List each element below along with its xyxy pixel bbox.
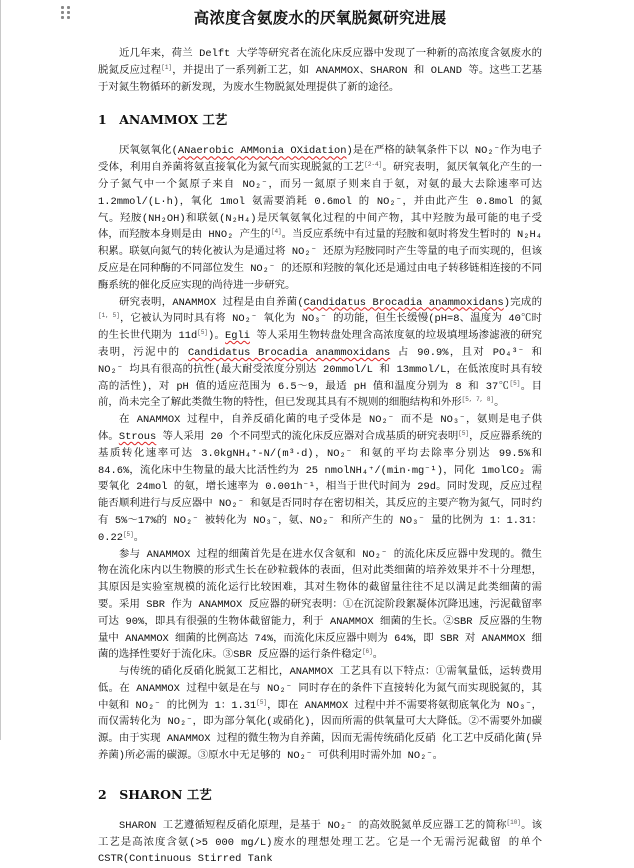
body-paragraph xyxy=(98,547,542,665)
section-heading-anammox: 1 ANAMMOX 工艺 xyxy=(98,112,228,128)
text-run: 。该工艺是高浓度含氨(>5 000 mg/L)废水的理想处理工艺。它是一个无需污泥截留 的单个 CSTR(Continuous Stirred Tank xyxy=(98,819,543,866)
text-run: )完成的 xyxy=(503,296,542,309)
body-paragraph xyxy=(98,818,542,868)
body-paragraph xyxy=(98,295,542,413)
citation: [5] xyxy=(458,429,470,437)
text-run: 在 ANAMMOX 过程中，自养反硝化菌的电子受体是 NO₂⁻ 而不是 NO₃⁻，氨则是电子供体。 xyxy=(98,414,542,443)
citation: [6] xyxy=(361,648,373,656)
text-run: ，反应器系统的基质转化速率可达 3.0kgNH₄⁺-N/(m³·d)，NO₂⁻ 和氨的平均去除率分别达 99.5%和 84.6%，流化床中生物量的最大比活性约为 25 nmolNH₄⁺/(min·mg⁻¹)，同化 1molCO₂ 需要氧化 24mol 的氨，增长速率为 0.001h⁻¹，相当于世代时间为 29d。同时发现，反应过程能否顺利进行与反应器中 NO₂⁻ 和氨是否同时存在密切相关，其反应的主要产物为氮气，同时约有 5%～17%的 NO₂⁻ 被转化为 NO₃⁻，氨、NO₂⁻ 和所产生的 NO₃⁻ 量的比例为 1：1.31：0.22 xyxy=(98,430,543,544)
text-run: 。 xyxy=(372,649,384,662)
citation: [5] xyxy=(509,379,521,387)
text-run: 。研究表明，氮厌氧氧化产生的一分子氮气中一个氮原子来自 NO₂⁻，而另一氮原子则来自于氨，对氨的最大去除速率可达 1.2mmol/(L·h)，氧化 1mol 氨需要消耗 0.6mol 的 NO₂⁻，并由此产生 0.8mol 的氮气。羟胺(NH₂OH)和联氨(N₂H₄)是厌氧氨氧化过程的中间产物，其中羟胺为最可能的电子受体，而羟胺本身则是由 HNO₂ 产生的 xyxy=(98,162,543,242)
text-run: 研究表明，ANAMMOX 过程是由自养菌( xyxy=(119,296,304,309)
spellcheck-flagged-text: Strous xyxy=(118,430,157,443)
body-paragraph xyxy=(98,412,542,546)
spellcheck-flagged-text: Egli xyxy=(225,330,250,343)
text-run: 。目前，尚未完全了解此类微生物的特性，但已发现其具有不规则的细胞结构和外形 xyxy=(98,380,543,410)
citation: [4] xyxy=(270,228,282,236)
text-run: 厌氧氨氧化( xyxy=(119,145,178,158)
spellcheck-flagged-text: Candidatus Brocadia anammoxidans xyxy=(303,296,504,309)
citation: [5] xyxy=(256,698,268,706)
text-run: 等人采用 20 个不同型式的流化床反应器对合成基质的研究表明 xyxy=(156,430,459,443)
drag-handle-icon[interactable] xyxy=(61,6,71,20)
text-run: ，它被认为同时具有将 NO₂⁻ 氧化为 NO₃⁻ 的功能，但生长缓慢(pH=8、温度为 40℃时的生长世代期为 11d xyxy=(98,313,542,343)
text-run: )是在严格的缺氧条件下以 NO₂⁻作为电子受体，利用自养菌将氨直接氧化为氮气而实现脱氮的工艺 xyxy=(98,145,542,175)
text-run: 占 90.9%，且对 PO₄³⁻ 和 NO₂⁻ 均具有很高的抗性(最大耐受浓度分别达 20mmol/L 和 13mmol/L，在低浓度时具有较高的活性)，对 pH 值的适应范围为 6.5～9，最适 pH 值和温度分别为 8 和 37℃ xyxy=(98,346,542,393)
text-run: 。当反应系统中有过量的羟胺和氨时将发生暂时的 N₂H₄ 积累。联氨向氮气的转化被认为是通过将 NO₂⁻ 还原为羟胺同时产生等量的电子而实现的，但该反应是在同种酶的不同部位发生 NO₂⁻ 的还原和羟胺的氧化还是通过由电子转移链相连接的不同酶系统的催化反应实现的尚待进一步研究。 xyxy=(98,229,542,292)
citation: [5] xyxy=(122,530,134,538)
text-run: 。 xyxy=(494,397,505,410)
text-run: 与传统的硝化反硝化脱氮工艺相比，ANAMMOX 工艺具有以下特点：①需氧量低，运转费用低。在 ANAMMOX 过程中氨是在与 NO₂⁻ 同时存在的条件下直接转化为氮气而实现脱氮的，其中氨和 NO₂⁻ 的比例为 1：1.31 xyxy=(98,666,542,712)
text-run: ，即在 ANAMMOX 过程中并不需要将氨彻底氧化为 NO₃⁻，而仅需转化为 NO₂⁻，即为部分氧化(或硝化)，因而所需的供氧量可大大降低。②不需要外加碳源。由于实现 ANAMMOX 过程的微生物为自养菌，因而无需传统硝化反硝 化工艺中反硝化菌(异养菌)所必需的碳源。③原水中无足够的 NO₂⁻ 可供利用时需外加 NO₂⁻。 xyxy=(98,699,542,763)
section-1-body xyxy=(98,143,542,764)
citation: [1] xyxy=(161,63,173,71)
spellcheck-flagged-text: Candidatus Brocadia anammoxidans xyxy=(188,346,391,359)
text-run: 参与 ANAMMOX 过程的细菌首先是在进水仅含氨和 NO₂⁻ 的流化床反应器中发现的。微生物在流化床内以生物膜的形式生长在砂粒载体的表面，但对此类细菌的培养效果并不十分理想，其原因是实验室规模的流化运行比较困难，其对生物体的截留量往往不足以满足此类细菌的需要。采用 SBR 作为 ANAMMOX 反应器的研究表明：①在沉淀阶段絮凝体沉降迅速，污泥截留率可达 90%，即具有很强的生物体截留能力，利于 ANAMMOX 细菌的生长。②SBR 反应器的生物量中 ANAMMOX 细菌的比例高达 74%，而流化床反应器中则为 64%，即 SBR 对 ANAMMOX 细菌的选择性要好于流化床。③SBR 反应器的运行条件稳定 xyxy=(98,548,542,662)
document-page[interactable] xyxy=(98,0,542,868)
body-paragraph xyxy=(98,664,542,765)
document-title: 高浓度含氨废水的厌氧脱氮研究进展 xyxy=(193,8,447,27)
text-run: 。 xyxy=(133,531,145,544)
citation: [10] xyxy=(506,818,521,826)
citation: [2-4] xyxy=(364,161,383,169)
citation: [5, 7, 8] xyxy=(461,396,495,404)
section-heading-sharon: 2 SHARON 工艺 xyxy=(98,786,212,802)
text-run: 近几年来，荷兰 Delft 大学等研究者在流化床反应器中发现了一种新的高浓度含氨废水的脱氮反应过程 xyxy=(98,48,542,77)
text-run: ，并提出了一系列新工艺，如 ANAMMOX、SHARON 和 OLAND 等。这些工艺基于对氮生物循环的新发现，为废水生物脱氮处理提供了新的途径。 xyxy=(98,64,542,94)
citation: [1, 5] xyxy=(98,312,120,320)
section-2-body xyxy=(98,818,542,868)
spellcheck-flagged-text: ANaerobic AMMonia OXidation xyxy=(177,145,347,158)
text-run: )。 xyxy=(208,330,226,343)
intro-paragraph xyxy=(98,46,542,96)
body-paragraph xyxy=(98,143,542,294)
citation: [5] xyxy=(197,329,209,337)
text-run: 等人采用生物转盘处理含高浓度氨的垃圾填埋场渗滤液的研究表明，污泥中的 xyxy=(98,330,542,359)
text-run: SHARON 工艺遵循短程反硝化原理，是基于 NO₂⁻ 的高效脱氮单反应器工艺的简称 xyxy=(119,819,507,832)
